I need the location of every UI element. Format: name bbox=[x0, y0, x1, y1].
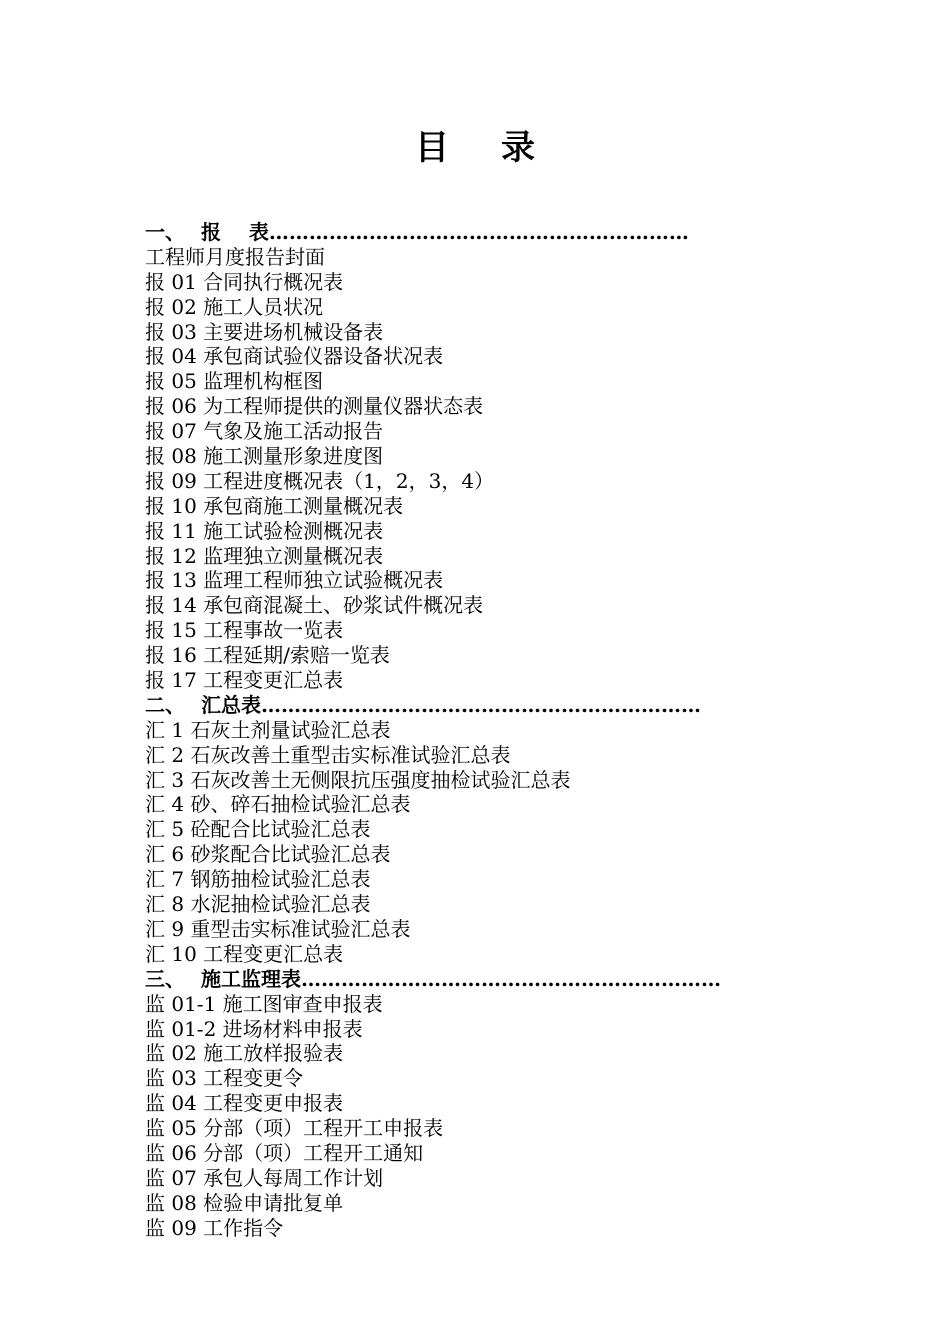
toc-item[interactable]: 汇 3 石灰改善土无侧限抗压强度抽检试验汇总表 bbox=[145, 767, 571, 792]
toc-item[interactable]: 工程师月度报告封面 bbox=[145, 244, 325, 269]
toc-item[interactable]: 报 15 工程事故一览表 bbox=[145, 618, 344, 643]
toc-item[interactable]: 监 07 承包人每周工作计划 bbox=[145, 1165, 384, 1190]
section-heading-3[interactable] bbox=[145, 967, 845, 992]
toc-item[interactable]: 报 07 气象及施工活动报告 bbox=[145, 419, 384, 444]
section-title: 报 表 bbox=[201, 220, 269, 244]
toc-item[interactable]: 报 11 施工试验检测概况表 bbox=[145, 518, 384, 543]
toc-item[interactable]: 汇 10 工程变更汇总表 bbox=[145, 941, 344, 966]
title-char-1: 目 bbox=[415, 128, 449, 168]
toc-item[interactable]: 监 08 检验申请批复单 bbox=[145, 1190, 344, 1215]
toc-item[interactable]: 报 02 施工人员状况 bbox=[145, 294, 324, 319]
section-title: 汇总表 bbox=[201, 692, 261, 717]
toc-item[interactable]: 监 06 分部（项）工程开工通知 bbox=[145, 1140, 424, 1165]
section-title: 施工监理表 bbox=[201, 966, 301, 991]
page-title bbox=[0, 124, 950, 172]
toc-item[interactable]: 汇 9 重型击实标准试验汇总表 bbox=[145, 916, 411, 941]
toc-item[interactable]: 监 04 工程变更申报表 bbox=[145, 1091, 344, 1116]
toc-item[interactable]: 报 03 主要进场机械设备表 bbox=[145, 319, 384, 344]
table-of-contents bbox=[145, 220, 845, 1241]
section-number: 二、 bbox=[145, 692, 185, 717]
toc-item[interactable]: 汇 2 石灰改善土重型击实标准试验汇总表 bbox=[145, 742, 511, 767]
toc-item[interactable]: 报 10 承包商施工测量概况表 bbox=[145, 493, 404, 518]
toc-item[interactable]: 监 09 工作指令 bbox=[145, 1215, 284, 1240]
toc-item[interactable]: 汇 8 水泥抽检试验汇总表 bbox=[145, 892, 371, 917]
toc-item[interactable]: 报 05 监理机构框图 bbox=[145, 369, 324, 394]
toc-item[interactable]: 汇 4 砂、碎石抽检试验汇总表 bbox=[145, 792, 411, 817]
toc-item[interactable]: 监 03 工程变更令 bbox=[145, 1066, 304, 1091]
toc-item[interactable]: 报 12 监理独立测量概况表 bbox=[145, 543, 384, 568]
toc-item[interactable]: 报 17 工程变更汇总表 bbox=[145, 668, 344, 693]
toc-item[interactable]: 报 06 为工程师提供的测量仪器状态表 bbox=[145, 394, 484, 419]
toc-item[interactable]: 报 13 监理工程师独立试验概况表 bbox=[145, 568, 444, 593]
toc-item[interactable]: 监 01-1 施工图审查申报表 bbox=[145, 991, 383, 1016]
leader-dots: ……………………………………………………… bbox=[301, 966, 721, 991]
toc-item[interactable]: 汇 6 砂浆配合比试验汇总表 bbox=[145, 842, 391, 867]
title-char-2: 录 bbox=[501, 128, 535, 168]
leader-dots: ………………………………………………………… bbox=[261, 692, 701, 717]
leader-dots: ……………………………………………………… bbox=[268, 220, 689, 244]
toc-item[interactable]: 报 04 承包商试验仪器设备状况表 bbox=[145, 344, 444, 369]
section-number: 一、 bbox=[145, 220, 185, 244]
toc-item[interactable]: 报 01 合同执行概况表 bbox=[145, 269, 344, 294]
toc-item[interactable]: 监 02 施工放样报验表 bbox=[145, 1041, 344, 1066]
section-heading-1[interactable] bbox=[145, 220, 845, 245]
toc-item[interactable]: 报 09 工程进度概况表（1，2，3，4） bbox=[145, 468, 495, 493]
section-number: 三、 bbox=[145, 966, 185, 991]
toc-item[interactable]: 监 01-2 进场材料申报表 bbox=[145, 1016, 363, 1041]
toc-item[interactable]: 报 08 施工测量形象进度图 bbox=[145, 444, 384, 469]
toc-item[interactable]: 汇 1 石灰土剂量试验汇总表 bbox=[145, 717, 391, 742]
toc-item[interactable]: 报 16 工程延期/索赔一览表 bbox=[145, 643, 390, 668]
toc-item[interactable]: 监 05 分部（项）工程开工申报表 bbox=[145, 1116, 444, 1141]
section-heading-2[interactable] bbox=[145, 693, 845, 718]
toc-item[interactable]: 汇 7 钢筋抽检试验汇总表 bbox=[145, 867, 371, 892]
toc-item[interactable]: 报 14 承包商混凝土、砂浆试件概况表 bbox=[145, 593, 484, 618]
toc-item[interactable]: 汇 5 砼配合比试验汇总表 bbox=[145, 817, 371, 842]
